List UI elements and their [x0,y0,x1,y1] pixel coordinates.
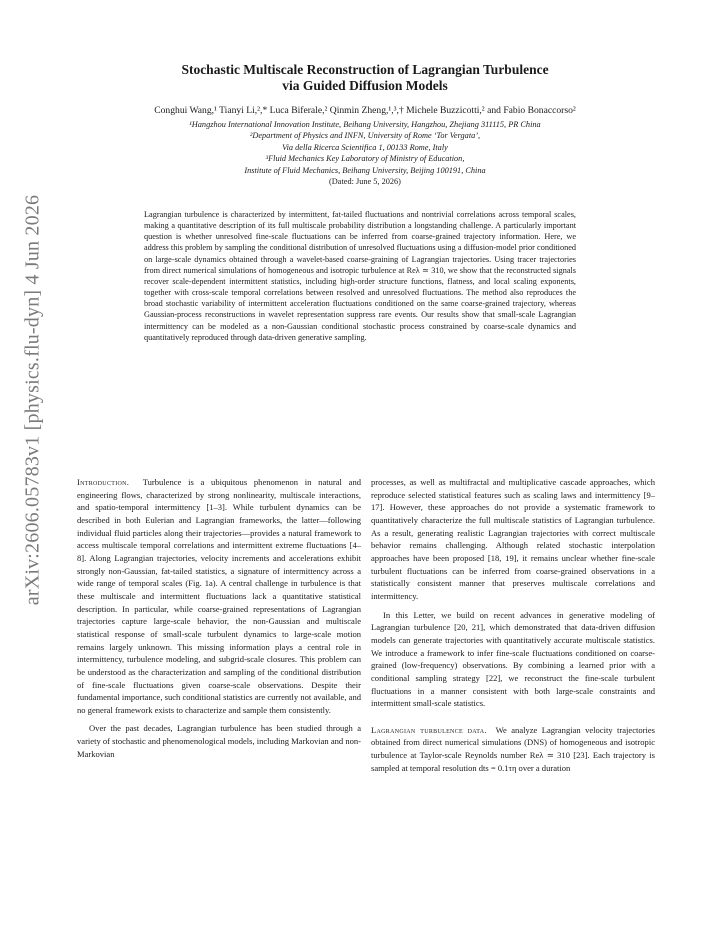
abstract: Lagrangian turbulence is characterized by intermittent, fat-tailed fluctuations and nontrivial correlations across temporal scales, making a quantitative description of its full multiscale probability distribution a longstanding challenge. A particularly important question is whether unresolved fine-scale fluctuations can be inferred from coarse-grained trajectory information. Here, we address this problem by sampling the conditional distribution of unresolved fluctuations using a diffusion-model prior conditioned on large-scale dynamics obtained through a wavelet-based coarse-graining of Lagrangian trajectories. Using tracer trajectories from direct numerical simulations of homogeneous and isotropic turbulence at Reλ ≃ 310, we show that the reconstructed signals recover scale-dependent intermittent statistics, including high-order structure functions, flatness, and local scaling exponents, together with cross-scale temporal correlations between resolved and unresolved fluctuations. The method also reproduces the broad stochastic variability of intermittent acceleration fluctuations conditioned on the same coarse-grained trajectory, whereas Gaussian-process reconstructions in wavelet representation suppress rare events. Our results show that small-scale Lagrangian intermittency can be modeled as a non-Gaussian conditional stochastic process constrained by coarse-scale dynamics and quantitatively reproduced through data-driven generative sampling. [144,210,576,342]
intro-paragraph-2: Over the past decades, Lagrangian turbulence has been studied through a variety of stochastic and phenomenological models, including Markovian and non-Markovian [77,723,361,759]
intro-paragraph-3: In this Letter, we build on recent advances in generative modeling of Lagrangian turbulence [20, 21], which demonstrated that data-driven diffusion models can generate trajectories with quantitatively accurate multiscale statistics. We introduce a framework to infer fine-scale fluctuations conditioned on coarse-grained (low-frequency) observations. By combining a learned prior with a conditional sampling strategy [22], we reconstruct the fine-scale turbulent fluctuations in a manner consistent with both large-scale constraints and intermittent small-scale statistics. [371,609,655,709]
left-column [77,476,361,760]
paper-header [75,62,655,187]
arxiv-identifier: arXiv:2606.05783v1 [physics.flu-dyn] 4 Jun 2026 [21,194,44,606]
title-line-2: via Guided Diffusion Models [282,78,448,93]
date-line: (Dated: June 5, 2026) [329,177,401,187]
intro-paragraph-2-continued: processes, as well as multifractal and multiplicative cascade approaches, which reproduce selected statistical features such as scaling laws and intermittency [9–17]. However, these approaches do not provide a systematic framework to quantitatively characterize the full multiscale statistics of Lagrangian turbulence. As a result, generating realistic Lagrangian trajectories with correct multiscale behavior remains challenging. Although related stochastic interpolation approaches have been proposed [18, 19], it remains unclear whether fine-scale turbulent fluctuations can be inferred from coarse-grained observations in a statistically consistent manner that preserves multiscale correlations and intermittency. [371,477,655,601]
affiliation-line: ³Fluid Mechanics Key Laboratory of Ministry of Education, [265,154,465,164]
section-heading-introduction: Introduction. [77,477,130,487]
title-line-1: Stochastic Multiscale Reconstruction of Lagrangian Turbulence [181,62,549,77]
right-column [371,476,655,774]
paper-title [75,62,655,94]
data-paragraph-1 [371,724,655,775]
data-paragraph-1-text: We analyze Lagrangian velocity trajectories obtained from direct numerical simulations (DNS) of homogeneous and isotropic turbulence at Taylor-scale Reynolds number Reλ ≃ 310 [23]. Each trajectory is sampled at temporal resolution dts = 0.1τη over a duration [371,724,656,773]
affiliations [75,119,655,176]
arxiv-sidebar [8,120,58,680]
section-heading-data: Lagrangian turbulence data. [371,724,487,735]
affiliation-line: Via della Ricerca Scientifica 1, 00133 Rome, Italy [282,142,448,152]
affiliation-line: Institute of Fluid Mechanics, Beihang University, Beijing 100191, China [244,165,486,175]
intro-paragraph-1 [77,476,361,716]
author-list: Conghui Wang,¹ Tianyi Li,²,* Luca Biferale,² Qinmin Zheng,¹,³,† Michele Buzzicotti,² and Fabio Bonaccorso² [154,105,576,116]
intro-paragraph-1-text: Turbulence is a ubiquitous phenomenon in natural and engineering flows, characterized by strong nonlinearity, multiscale interactions, and spatio-temporal intermittency [1–3]. While turbulent dynamics can be described in both Eulerian and Lagrangian frameworks, the latter—following individual fluid particles along their trajectories—provides a natural framework to access multiscale temporal correlations and intermittent extreme fluctuations [4–8]. Along Lagrangian trajectories, velocity increments and accelerations exhibit strongly non-Gaussian, fat-tailed statistics, a signature of intermittency across a wide range of temporal scales (Fig. 1a). A central challenge in turbulence is that these multiscale and intermittent fluctuations lack a quantitative statistical description. In particular, while coarse-grained representations of Lagrangian trajectories capture large-scale behavior, the non-Gaussian and multiscale statistical response of small-scale turbulent dynamics to large-scale motion remains largely unknown. This missing information plays a central role in intermittency, turbulence modeling, and subgrid-scale closures. This problem can be understood as the characterization and sampling of the conditional distribution of fine-scale fluctuations given coarse-scale observations. Despite their fundamental importance, such conditional statistics are currently not available, and no general framework exists to characterize and sample them consistently. [77,477,361,715]
affiliation-line: ¹Hangzhou International Innovation Institute, Beihang University, Hangzhou, Zhejiang 311115, PR China [189,120,541,129]
affiliation-line: ²Department of Physics and INFN, University of Rome ‘Tor Vergata’, [249,131,481,141]
